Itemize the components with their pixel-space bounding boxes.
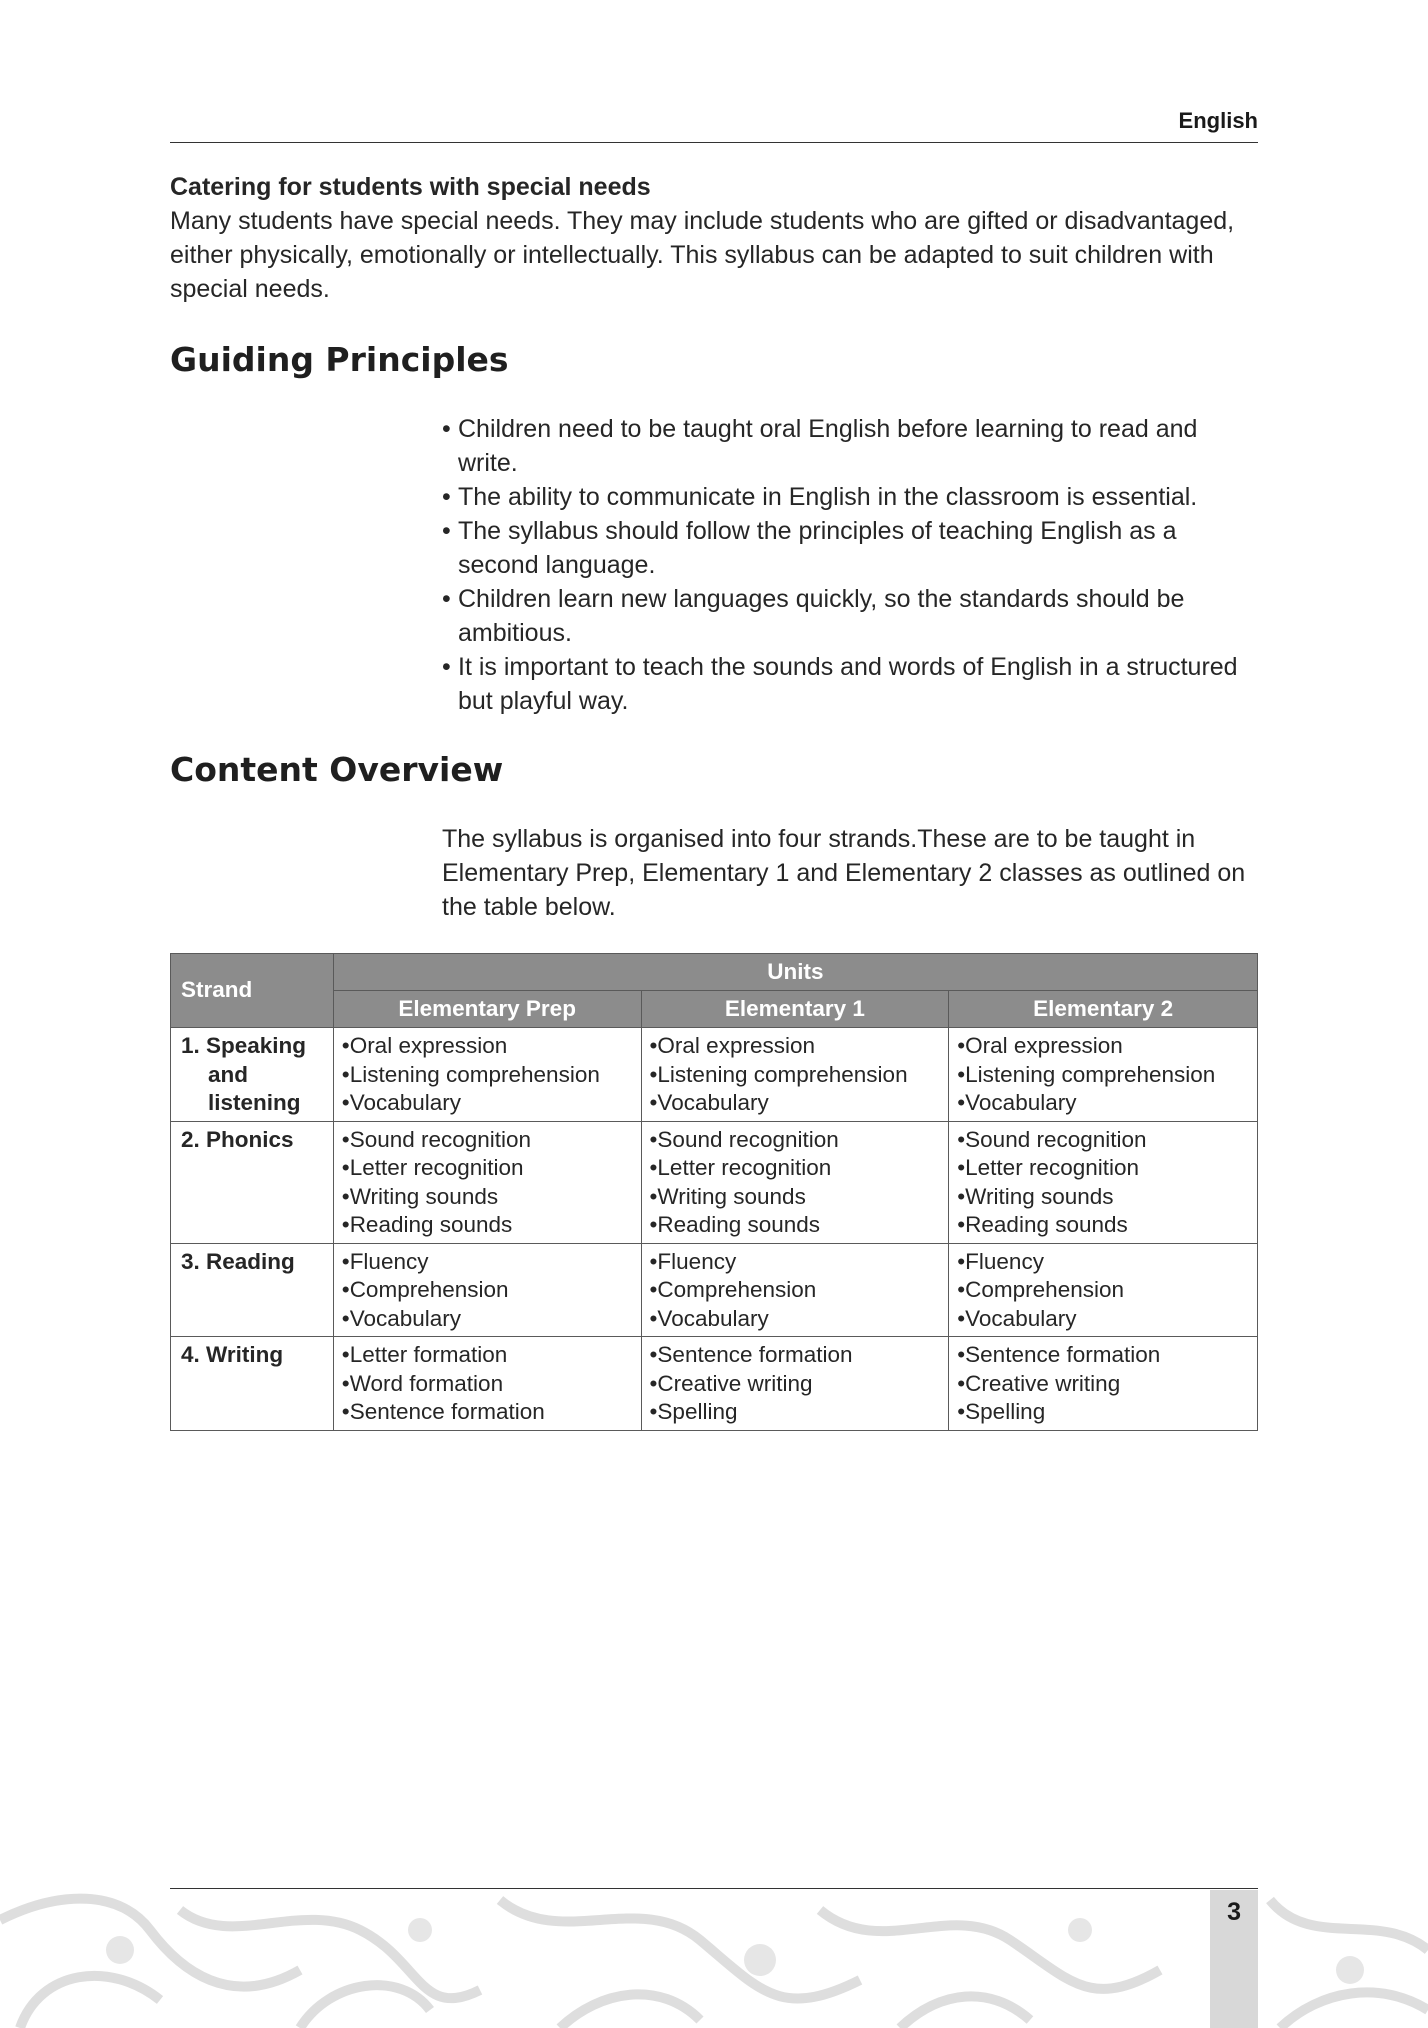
unit-item: • Writing sounds xyxy=(957,1183,1249,1212)
special-needs-body: Many students have special needs. They may include students who are gifted or disadvantaged, either physically, emotionally or intellectually. This syllabus can be adapted to suit children with special needs. xyxy=(170,207,1235,303)
unit-item: • Sentence formation xyxy=(650,1341,941,1370)
special-needs-heading: Catering for students with special needs xyxy=(170,173,651,201)
content-overview-intro: The syllabus is organised into four strands.These are to be taught in Elementary Prep, Elementary 1 and Elementary 2 classes as outlined on the table below. xyxy=(442,825,1246,921)
unit-item: • Reading sounds xyxy=(650,1211,941,1240)
column-header-elementary-prep: Elementary Prep xyxy=(333,991,641,1028)
header-rule xyxy=(170,142,1258,143)
unit-item: • Listening comprehension xyxy=(650,1061,941,1090)
table-row xyxy=(171,1028,1258,1122)
unit-item: • Sound recognition xyxy=(342,1126,633,1155)
unit-item: • Creative writing xyxy=(650,1370,941,1399)
unit-item: • Fluency xyxy=(342,1248,633,1277)
strand-cell: 2. Phonics xyxy=(171,1121,334,1243)
units-cell xyxy=(333,1243,641,1337)
table-row xyxy=(171,1243,1258,1337)
content-overview-heading: Content Overview xyxy=(170,750,504,789)
strand-label-line: and xyxy=(208,1061,249,1087)
unit-item: • Oral expression xyxy=(342,1032,633,1061)
unit-item: • Fluency xyxy=(957,1248,1249,1277)
unit-item: • Listening comprehension xyxy=(957,1061,1249,1090)
units-cell xyxy=(333,1028,641,1122)
strands-units-table xyxy=(170,953,1258,1431)
units-cell xyxy=(949,1028,1258,1122)
units-cell xyxy=(641,1121,949,1243)
units-cell xyxy=(949,1243,1258,1337)
units-group-header: Units xyxy=(333,954,1257,991)
unit-item: • Sound recognition xyxy=(650,1126,941,1155)
running-header-subject: English xyxy=(1178,108,1258,133)
unit-item: • Comprehension xyxy=(650,1276,941,1305)
principle-item: • Children need to be taught oral English before learning to read and write. xyxy=(442,412,1262,480)
units-cell xyxy=(333,1337,641,1431)
unit-item: • Oral expression xyxy=(957,1032,1249,1061)
unit-item: • Word formation xyxy=(342,1370,633,1399)
footer-rule xyxy=(170,1888,1258,1889)
principle-item: • The syllabus should follow the principles of teaching English as a second language. xyxy=(442,514,1262,582)
page-number: 3 xyxy=(1227,1898,1241,1926)
units-cell xyxy=(949,1337,1258,1431)
units-cell xyxy=(333,1121,641,1243)
table-row xyxy=(171,1337,1258,1431)
strand-column-header: Strand xyxy=(171,954,334,1028)
unit-item: • Writing sounds xyxy=(650,1183,941,1212)
column-header-elementary-2: Elementary 2 xyxy=(949,991,1258,1028)
principle-item: • Children learn new languages quickly, so the standards should be ambitious. xyxy=(442,582,1262,650)
unit-item: • Vocabulary xyxy=(957,1089,1249,1118)
strand-cell: 4. Writing xyxy=(171,1337,334,1431)
unit-item: • Vocabulary xyxy=(650,1305,941,1334)
unit-item: • Letter recognition xyxy=(957,1154,1249,1183)
table-row xyxy=(171,1121,1258,1243)
units-cell xyxy=(641,1028,949,1122)
unit-item: • Vocabulary xyxy=(342,1089,633,1118)
unit-item: • Writing sounds xyxy=(342,1183,633,1212)
unit-item: • Oral expression xyxy=(650,1032,941,1061)
principle-item: • The ability to communicate in English in the classroom is essential. xyxy=(442,480,1262,514)
guiding-principles-heading: Guiding Principles xyxy=(170,340,509,379)
strand-cell xyxy=(171,1028,334,1122)
unit-item: • Vocabulary xyxy=(650,1089,941,1118)
unit-item: • Letter recognition xyxy=(650,1154,941,1183)
unit-item: • Letter recognition xyxy=(342,1154,633,1183)
unit-item: • Letter formation xyxy=(342,1341,633,1370)
unit-item: • Creative writing xyxy=(957,1370,1249,1399)
unit-item: • Sentence formation xyxy=(342,1398,633,1427)
unit-item: • Reading sounds xyxy=(342,1211,633,1240)
strand-label-line: listening xyxy=(208,1090,301,1115)
unit-item: • Vocabulary xyxy=(957,1305,1249,1334)
unit-item: • Spelling xyxy=(957,1398,1249,1427)
guiding-principles-list xyxy=(442,412,1262,718)
unit-item: • Comprehension xyxy=(342,1276,633,1305)
special-needs-section xyxy=(170,170,1270,306)
unit-item: • Comprehension xyxy=(957,1276,1249,1305)
column-header-elementary-1: Elementary 1 xyxy=(641,991,949,1028)
unit-item: • Fluency xyxy=(650,1248,941,1277)
unit-item: • Vocabulary xyxy=(342,1305,633,1334)
unit-item: • Sentence formation xyxy=(957,1341,1249,1370)
units-cell xyxy=(641,1337,949,1431)
principle-item: • It is important to teach the sounds and words of English in a structured but playful way. xyxy=(442,650,1262,718)
strand-label-line: 1. Speaking xyxy=(181,1033,307,1058)
unit-item: • Reading sounds xyxy=(957,1211,1249,1240)
units-cell xyxy=(949,1121,1258,1243)
unit-item: • Sound recognition xyxy=(957,1126,1249,1155)
unit-item: • Spelling xyxy=(650,1398,941,1427)
units-cell xyxy=(641,1243,949,1337)
unit-item: • Listening comprehension xyxy=(342,1061,633,1090)
strand-cell: 3. Reading xyxy=(171,1243,334,1337)
